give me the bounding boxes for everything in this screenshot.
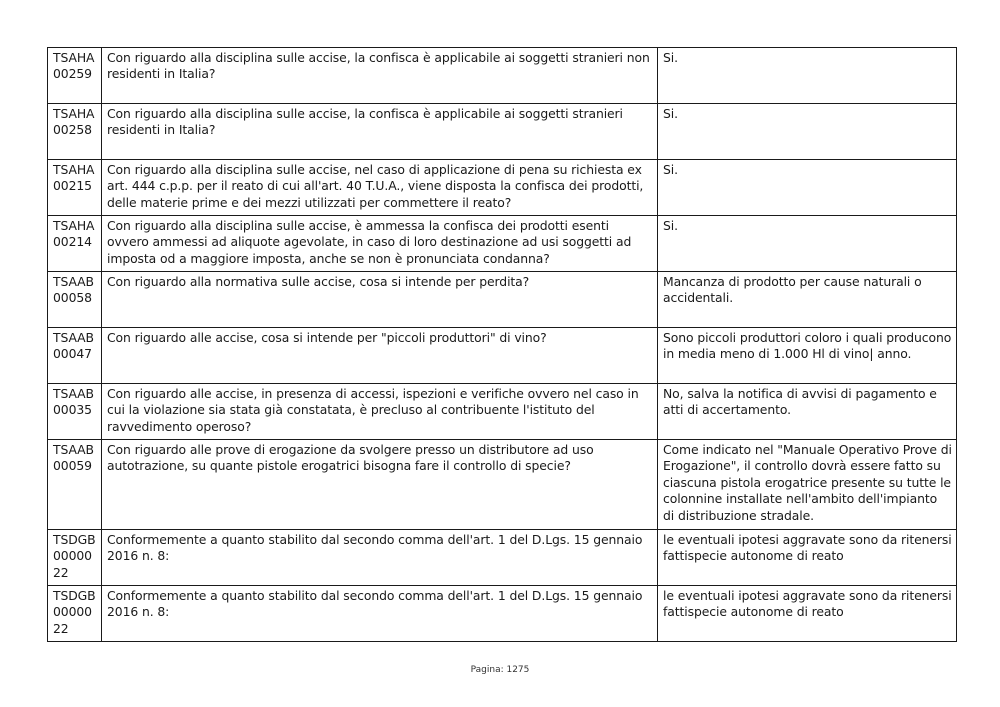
row-code: TSDGB0000022 [48, 586, 102, 642]
table-row [48, 530, 957, 586]
row-answer: Si. [658, 160, 957, 216]
row-code: TSAAB00059 [48, 440, 102, 530]
row-question: Con riguardo alla disciplina sulle accise, la confisca è applicabile ai soggetti stranieri non residenti in Italia? [102, 48, 658, 104]
row-question: Con riguardo alla disciplina sulle accise, nel caso di applicazione di pena su richiesta ex art. 444 c.p.p. per il reato di cui all'art. 40 T.U.A., viene disposta la confisca dei prodotti, delle materie prime e dei mezzi utilizzati per commettere il reato? [102, 160, 658, 216]
row-code: TSAHA00215 [48, 160, 102, 216]
table-row [48, 328, 957, 384]
table-row [48, 384, 957, 440]
row-question: Con riguardo alla disciplina sulle accise, è ammessa la confisca dei prodotti esenti ovvero ammessi ad aliquote agevolate, in caso di loro destinazione ad usi soggetti ad imposta od a maggiore imposta, anche se non è pronunciata condanna? [102, 216, 658, 272]
row-answer: Si. [658, 216, 957, 272]
row-question: Con riguardo alle accise, in presenza di accessi, ispezioni e verifiche ovvero nel caso in cui la violazione sia stata già constatata, è precluso al contribuente l'istituto del ravvedimento operoso? [102, 384, 658, 440]
row-question: Conformemente a quanto stabilito dal secondo comma dell'art. 1 del D.Lgs. 15 gennaio 2016 n. 8: [102, 530, 658, 586]
row-question: Con riguardo alla normativa sulle accise, cosa si intende per perdita? [102, 272, 658, 328]
row-code: TSAHA00259 [48, 48, 102, 104]
row-question: Con riguardo alle prove di erogazione da svolgere presso un distributore ad uso autotrazione, su quante pistole erogatrici bisogna fare il controllo di specie? [102, 440, 658, 530]
row-question: Con riguardo alle accise, cosa si intende per "piccoli produttori" di vino? [102, 328, 658, 384]
row-question: Conformemente a quanto stabilito dal secondo comma dell'art. 1 del D.Lgs. 15 gennaio 2016 n. 8: [102, 586, 658, 642]
row-answer: Mancanza di prodotto per cause naturali o accidentali. [658, 272, 957, 328]
row-question: Con riguardo alla disciplina sulle accise, la confisca è applicabile ai soggetti stranieri residenti in Italia? [102, 104, 658, 160]
row-code: TSAHA00214 [48, 216, 102, 272]
row-answer: Sono piccoli produttori coloro i quali producono in media meno di 1.000 Hl di vino| anno. [658, 328, 957, 384]
row-answer: le eventuali ipotesi aggravate sono da ritenersi fattispecie autonome di reato [658, 586, 957, 642]
page-number: Pagina: 1275 [470, 665, 530, 675]
qa-table [47, 47, 957, 642]
table-row [48, 440, 957, 530]
row-code: TSAAB00035 [48, 384, 102, 440]
table-row [48, 272, 957, 328]
row-answer: No, salva la notifica di avvisi di pagamento e atti di accertamento. [658, 384, 957, 440]
table-row [48, 586, 957, 642]
row-code: TSAAB00058 [48, 272, 102, 328]
table-row [48, 160, 957, 216]
row-answer: Si. [658, 48, 957, 104]
row-code: TSDGB0000022 [48, 530, 102, 586]
table-row [48, 104, 957, 160]
row-answer: Si. [658, 104, 957, 160]
row-answer: le eventuali ipotesi aggravate sono da ritenersi fattispecie autonome di reato [658, 530, 957, 586]
table-row [48, 48, 957, 104]
table-row [48, 216, 957, 272]
row-code: TSAHA00258 [48, 104, 102, 160]
row-code: TSAAB00047 [48, 328, 102, 384]
row-answer: Come indicato nel "Manuale Operativo Prove di Erogazione", il controllo dovrà essere fatto su ciascuna pistola erogatrice presente su tutte le colonnine installate nell'ambito dell'impianto di distribuzione stradale. [658, 440, 957, 530]
